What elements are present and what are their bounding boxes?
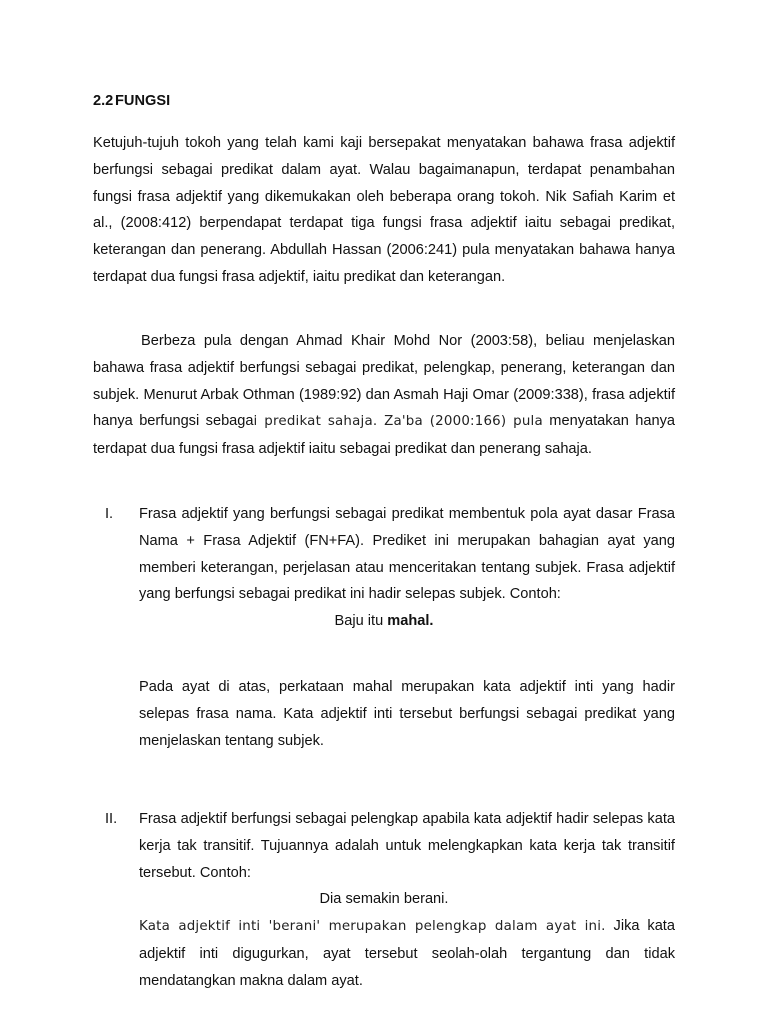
explanation-paragraph [139, 913, 675, 994]
paragraph-1: Ketujuh-tujuh tokoh yang telah kami kaji bersepakat menyatakan bahawa frasa adjektif berfungsi sebagai predikat dalam ayat. Walau bagaimanapun, terdapat penambahan fungsi frasa adjektif yang dikemukakan oleh beberapa orang tokoh. Nik Safiah Karim et al., (2008:412) berpendapat terdapat tiga fungsi frasa adjektif iaitu sebagai predikat, keterangan dan penerang. Abdullah Hassan (2006:241) pula menyatakan bahawa hanya terdapat dua fungsi frasa adjektif, iaitu predikat dan keterangan. [93, 135, 675, 285]
paragraph-2-part-a: Berbeza pula dengan Ahmad Khair Mohd Nor (2003:58), beliau menjelaskan bahawa frasa adjektif berfungsi sebagai predikat, pelengkap, penerang, keterangan dan subjek. Menurut Arbak Othman (1989:92) dan Asmah Haji Omar (2009:338), frasa adjektif hanya berfungsi sebaga [93, 333, 675, 430]
example-sentence [93, 608, 675, 635]
paragraph-2 [93, 328, 675, 463]
list-item-text: Frasa adjektif berfungsi sebagai pelengkap apabila kata adjektif hadir selepas kata kerja tak transitif. Tujuannya adalah untuk melengkapkan kata kerja tak transitif tersebut. Contoh: [139, 811, 675, 881]
example-bold-word: mahal. [387, 613, 434, 630]
list-marker: II. [105, 811, 118, 827]
list-item-text: Frasa adjektif yang berfungsi sebagai predikat membentuk pola ayat dasar Frasa Nama + Frasa Adjektif (FN+FA). Prediket ini merupakan bahagian ayat yang memberi keterangan, perjelasan atau menceritakan tentang subjek. Frasa adjektif yang berfungsi sebagai predikat ini hadir selepas subjek. Contoh: [139, 506, 675, 603]
section-number: 2.2 [93, 93, 114, 109]
paragraph-2-part-b: i predikat sahaja. Za'ba (2000:166) pula [253, 414, 543, 430]
list-marker: I. [105, 506, 114, 522]
example-sentence: Dia semakin berani. [319, 891, 449, 908]
explanation-part-b: Jika kata adjektif inti digugurkan, ayat tersebut seolah-olah tergantung dan tidak mendatangkan makna dalam ayat. [139, 918, 675, 989]
list-item-2 [93, 806, 675, 995]
section-title: FUNGSI [115, 93, 171, 109]
explanation-part-a: Kata adjektif inti 'berani' merupakan pelengkap dalam ayat ini. [139, 919, 606, 935]
paragraph-2-part-c: menyatakan hanya terdapat dua fungsi frasa adjektif iaitu sebagai predikat dan penerang sahaja. [93, 413, 675, 458]
explanation-paragraph: Pada ayat di atas, perkataan mahal merupakan kata adjektif inti yang hadir selepas frasa nama. Kata adjektif inti tersebut berfungsi sebagai predikat yang menjelaskan tentang subjek. [139, 679, 675, 749]
section-heading [93, 93, 170, 109]
list-item-1 [93, 501, 675, 635]
example-text: Baju itu [334, 613, 388, 630]
